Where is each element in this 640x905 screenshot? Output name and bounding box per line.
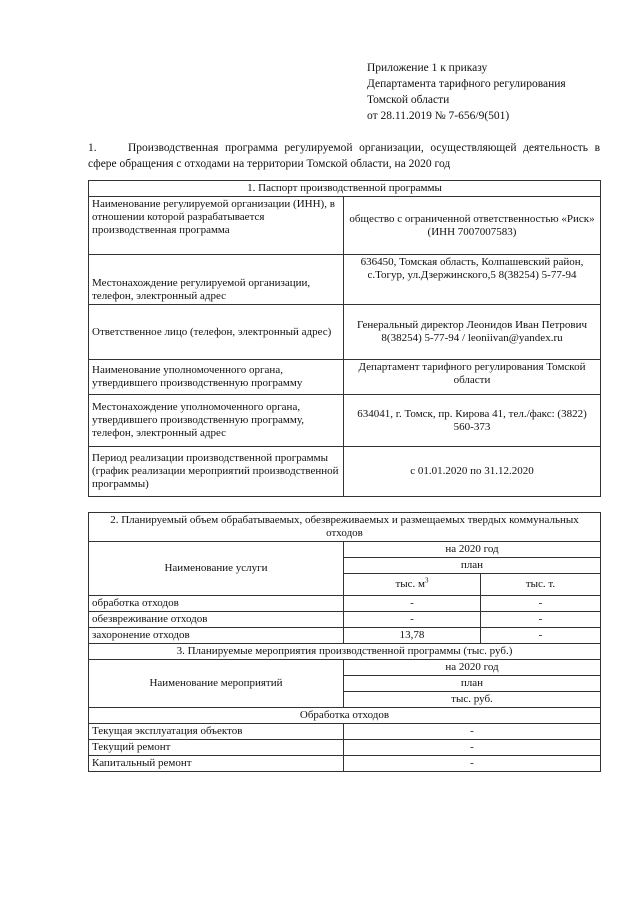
passport-title: 1. Паспорт производственной программы <box>89 181 601 197</box>
table-row <box>89 628 601 644</box>
appendix-line: Томской области <box>367 94 450 106</box>
unit-cubic-sup: 3 <box>425 576 429 585</box>
service-name: захоронение отходов <box>89 628 344 644</box>
table-row <box>89 724 601 740</box>
unit-tons: тыс. т. <box>481 574 601 596</box>
table-row <box>89 708 601 724</box>
service-value-t: - <box>481 628 601 644</box>
passport-value: с 01.01.2020 по 31.12.2020 <box>344 447 601 497</box>
service-value-t: - <box>481 612 601 628</box>
passport-label: Наименование уполномоченного органа, утвердившего производственную программу <box>89 360 344 395</box>
heading-text: Производственная программа регулируемой организации, осуществляющей деятельность в сфере обращения с отходами на территории Томской области, на 2020 год <box>88 142 600 170</box>
passport-label: Ответственное лицо (телефон, электронный адрес) <box>89 305 344 360</box>
service-value-m3: - <box>344 596 481 612</box>
appendix-line: Департамента тарифного регулирования <box>367 78 566 90</box>
measures-unit: тыс. руб. <box>344 692 601 708</box>
table-row <box>89 542 601 558</box>
document-heading <box>88 140 600 172</box>
unit-cubic-text: тыс. м <box>395 578 426 590</box>
volume-plan: план <box>344 558 601 574</box>
table-row <box>89 197 601 255</box>
measures-year: на 2020 год <box>344 660 601 676</box>
table-row <box>89 255 601 305</box>
passport-label: Период реализации производственной программы (график реализации мероприятий производственной программы) <box>89 447 344 497</box>
appendix-line: Приложение 1 к приказу <box>367 62 488 74</box>
measure-name: Капитальный ремонт <box>89 756 344 772</box>
table-row <box>89 756 601 772</box>
passport-table <box>88 180 601 497</box>
service-value-t: - <box>481 596 601 612</box>
table-row <box>89 181 601 197</box>
table-row <box>89 596 601 612</box>
volume-title: 2. Планируемый объем обрабатываемых, обезвреживаемых и размещаемых твердых коммунальных отходов <box>89 513 601 542</box>
table-row <box>89 360 601 395</box>
table-row <box>89 740 601 756</box>
service-value-m3: - <box>344 612 481 628</box>
service-name: обезвреживание отходов <box>89 612 344 628</box>
volume-measures-table <box>88 512 601 772</box>
measure-value: - <box>344 740 601 756</box>
service-name: обработка отходов <box>89 596 344 612</box>
passport-label: Наименование регулируемой организации (ИНН), в отношении которой разрабатывается производственная программа <box>89 197 344 255</box>
passport-value: Департамент тарифного регулирования Томской области <box>344 360 601 395</box>
table-row <box>89 513 601 542</box>
measures-plan: план <box>344 676 601 692</box>
passport-value: общество с ограниченной ответственностью «Риск» (ИНН 7007007583) <box>344 197 601 255</box>
table-row <box>89 395 601 447</box>
table-row <box>89 644 601 660</box>
service-value-m3: 13,78 <box>344 628 481 644</box>
table-row <box>89 612 601 628</box>
measure-name: Текущая эксплуатация объектов <box>89 724 344 740</box>
volume-year: на 2020 год <box>344 542 601 558</box>
measures-title: 3. Планируемые мероприятия производственной программы (тыс. руб.) <box>89 644 601 660</box>
measures-name-header: Наименование мероприятий <box>89 660 344 708</box>
measure-name: Текущий ремонт <box>89 740 344 756</box>
unit-cubic <box>344 574 481 596</box>
measures-section: Обработка отходов <box>89 708 601 724</box>
passport-label: Местонахождение уполномоченного органа, утвердившего производственную программу, телефон, электронный адрес <box>89 395 344 447</box>
measure-value: - <box>344 756 601 772</box>
passport-value: Генеральный директор Леонидов Иван Петрович 8(38254) 5-77-94 / leoniivan@yandex.ru <box>344 305 601 360</box>
passport-value: 634041, г. Томск, пр. Кирова 41, тел./факс: (3822) 560-373 <box>344 395 601 447</box>
passport-label: Местонахождение регулируемой организации, телефон, электронный адрес <box>89 255 344 305</box>
heading-number: 1. <box>88 142 97 154</box>
service-header: Наименование услуги <box>89 542 344 596</box>
appendix-line: от 28.11.2019 № 7-656/9(501) <box>367 110 510 122</box>
table-row <box>89 447 601 497</box>
measure-value: - <box>344 724 601 740</box>
table-row <box>89 305 601 360</box>
passport-value: 636450, Томская область, Колпашевский район, с.Тогур, ул.Дзержинского,5 8(38254) 5-77-94 <box>344 255 601 305</box>
appendix-block <box>367 60 566 124</box>
table-row <box>89 660 601 676</box>
